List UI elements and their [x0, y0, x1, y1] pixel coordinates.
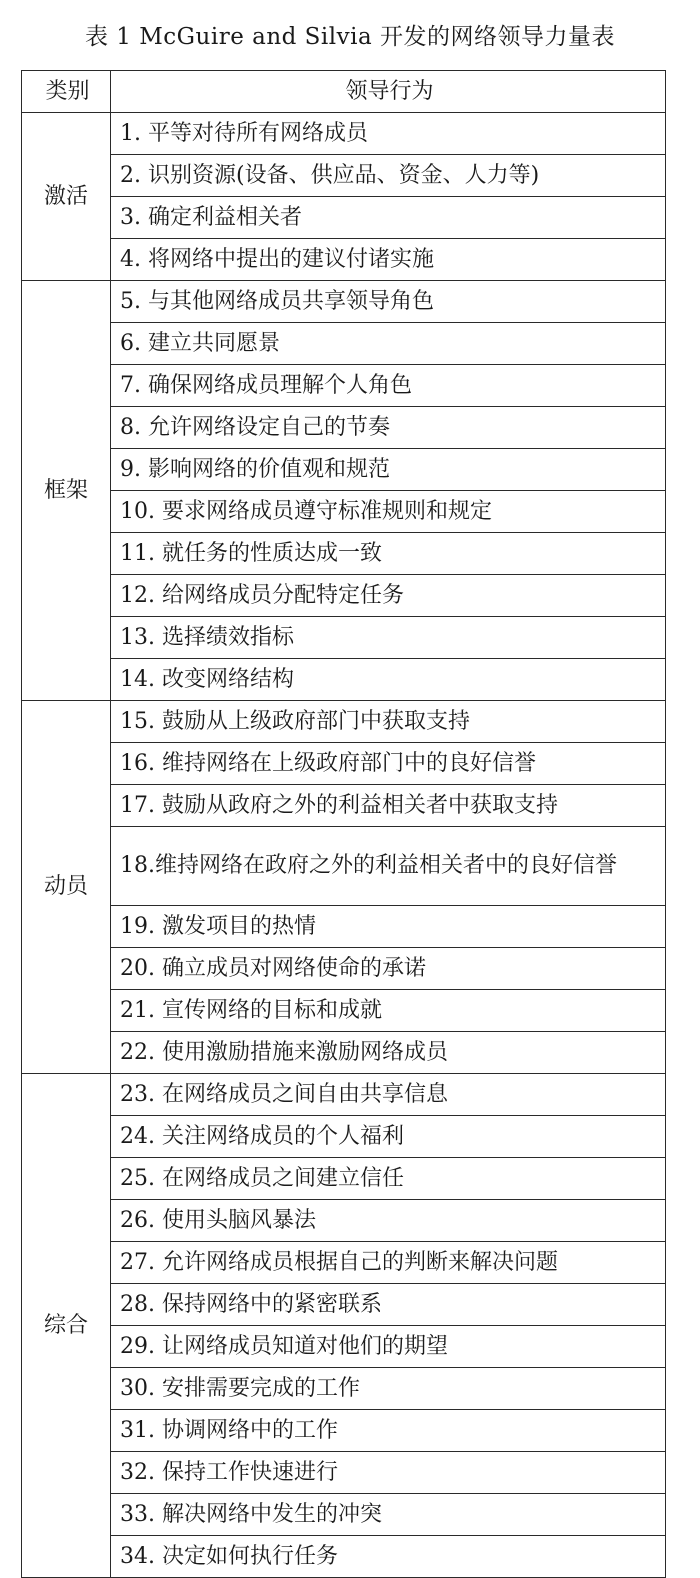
table-row [22, 1200, 666, 1242]
table-row [22, 155, 666, 197]
category-cell: 激活 [22, 113, 111, 281]
behavior-cell: 26. 使用头脑风暴法 [111, 1200, 666, 1242]
behavior-cell: 27. 允许网络成员根据自己的判断来解决问题 [111, 1242, 666, 1284]
category-cell: 综合 [22, 1074, 111, 1578]
table-row [22, 533, 666, 575]
header-behavior: 领导行为 [111, 71, 666, 113]
table-row [22, 906, 666, 948]
behavior-cell: 9. 影响网络的价值观和规范 [111, 449, 666, 491]
behavior-cell: 30. 安排需要完成的工作 [111, 1368, 666, 1410]
behavior-cell: 21. 宣传网络的目标和成就 [111, 990, 666, 1032]
behavior-cell: 20. 确立成员对网络使命的承诺 [111, 948, 666, 990]
behavior-cell: 8. 允许网络设定自己的节奏 [111, 407, 666, 449]
behavior-cell: 18.维持网络在政府之外的利益相关者中的良好信誉 [111, 827, 666, 906]
table-row [22, 449, 666, 491]
behavior-cell: 17. 鼓励从政府之外的利益相关者中获取支持 [111, 785, 666, 827]
table-row [22, 827, 666, 906]
table-row [22, 1494, 666, 1536]
table-row [22, 1536, 666, 1578]
behavior-cell: 14. 改变网络结构 [111, 659, 666, 701]
behavior-cell: 31. 协调网络中的工作 [111, 1410, 666, 1452]
behavior-cell: 29. 让网络成员知道对他们的期望 [111, 1326, 666, 1368]
behavior-cell: 2. 识别资源(设备、供应品、资金、人力等) [111, 155, 666, 197]
table-row [22, 407, 666, 449]
behavior-cell: 24. 关注网络成员的个人福利 [111, 1116, 666, 1158]
behavior-cell: 23. 在网络成员之间自由共享信息 [111, 1074, 666, 1116]
behavior-cell: 10. 要求网络成员遵守标准规则和规定 [111, 491, 666, 533]
table-row [22, 659, 666, 701]
table-row [22, 491, 666, 533]
table-row [22, 990, 666, 1032]
header-row [22, 71, 666, 113]
table-row [22, 1074, 666, 1116]
table-row [22, 575, 666, 617]
leadership-scale-table [21, 70, 666, 1578]
table-row [22, 197, 666, 239]
table-body [22, 113, 666, 1578]
header-category: 类别 [22, 71, 111, 113]
table-row [22, 1410, 666, 1452]
behavior-cell: 22. 使用激励措施来激励网络成员 [111, 1032, 666, 1074]
table-row [22, 1368, 666, 1410]
behavior-cell: 28. 保持网络中的紧密联系 [111, 1284, 666, 1326]
behavior-cell: 6. 建立共同愿景 [111, 323, 666, 365]
table-row [22, 239, 666, 281]
table-title: 表 1 McGuire and Silvia 开发的网络领导力量表 [84, 24, 616, 50]
table-row [22, 1116, 666, 1158]
behavior-cell: 25. 在网络成员之间建立信任 [111, 1158, 666, 1200]
behavior-cell: 33. 解决网络中发生的冲突 [111, 1494, 666, 1536]
behavior-cell: 34. 决定如何执行任务 [111, 1536, 666, 1578]
table-row [22, 1326, 666, 1368]
table-row [22, 948, 666, 990]
table-row [22, 1032, 666, 1074]
table-row [22, 113, 666, 155]
table-row [22, 743, 666, 785]
category-cell: 动员 [22, 701, 111, 1074]
table-row [22, 701, 666, 743]
behavior-cell: 4. 将网络中提出的建议付诸实施 [111, 239, 666, 281]
table-row [22, 1242, 666, 1284]
behavior-cell: 12. 给网络成员分配特定任务 [111, 575, 666, 617]
behavior-cell: 5. 与其他网络成员共享领导角色 [111, 281, 666, 323]
table-row [22, 365, 666, 407]
behavior-cell: 19. 激发项目的热情 [111, 906, 666, 948]
behavior-cell: 7. 确保网络成员理解个人角色 [111, 365, 666, 407]
behavior-cell: 13. 选择绩效指标 [111, 617, 666, 659]
table-row [22, 323, 666, 365]
behavior-cell: 32. 保持工作快速进行 [111, 1452, 666, 1494]
table-row [22, 281, 666, 323]
category-cell: 框架 [22, 281, 111, 701]
behavior-cell: 3. 确定利益相关者 [111, 197, 666, 239]
behavior-cell: 16. 维持网络在上级政府部门中的良好信誉 [111, 743, 666, 785]
table-row [22, 1284, 666, 1326]
table-row [22, 785, 666, 827]
table-row [22, 1452, 666, 1494]
table-row [22, 617, 666, 659]
behavior-cell: 15. 鼓励从上级政府部门中获取支持 [111, 701, 666, 743]
behavior-cell: 11. 就任务的性质达成一致 [111, 533, 666, 575]
behavior-cell: 1. 平等对待所有网络成员 [111, 113, 666, 155]
table-row [22, 1158, 666, 1200]
